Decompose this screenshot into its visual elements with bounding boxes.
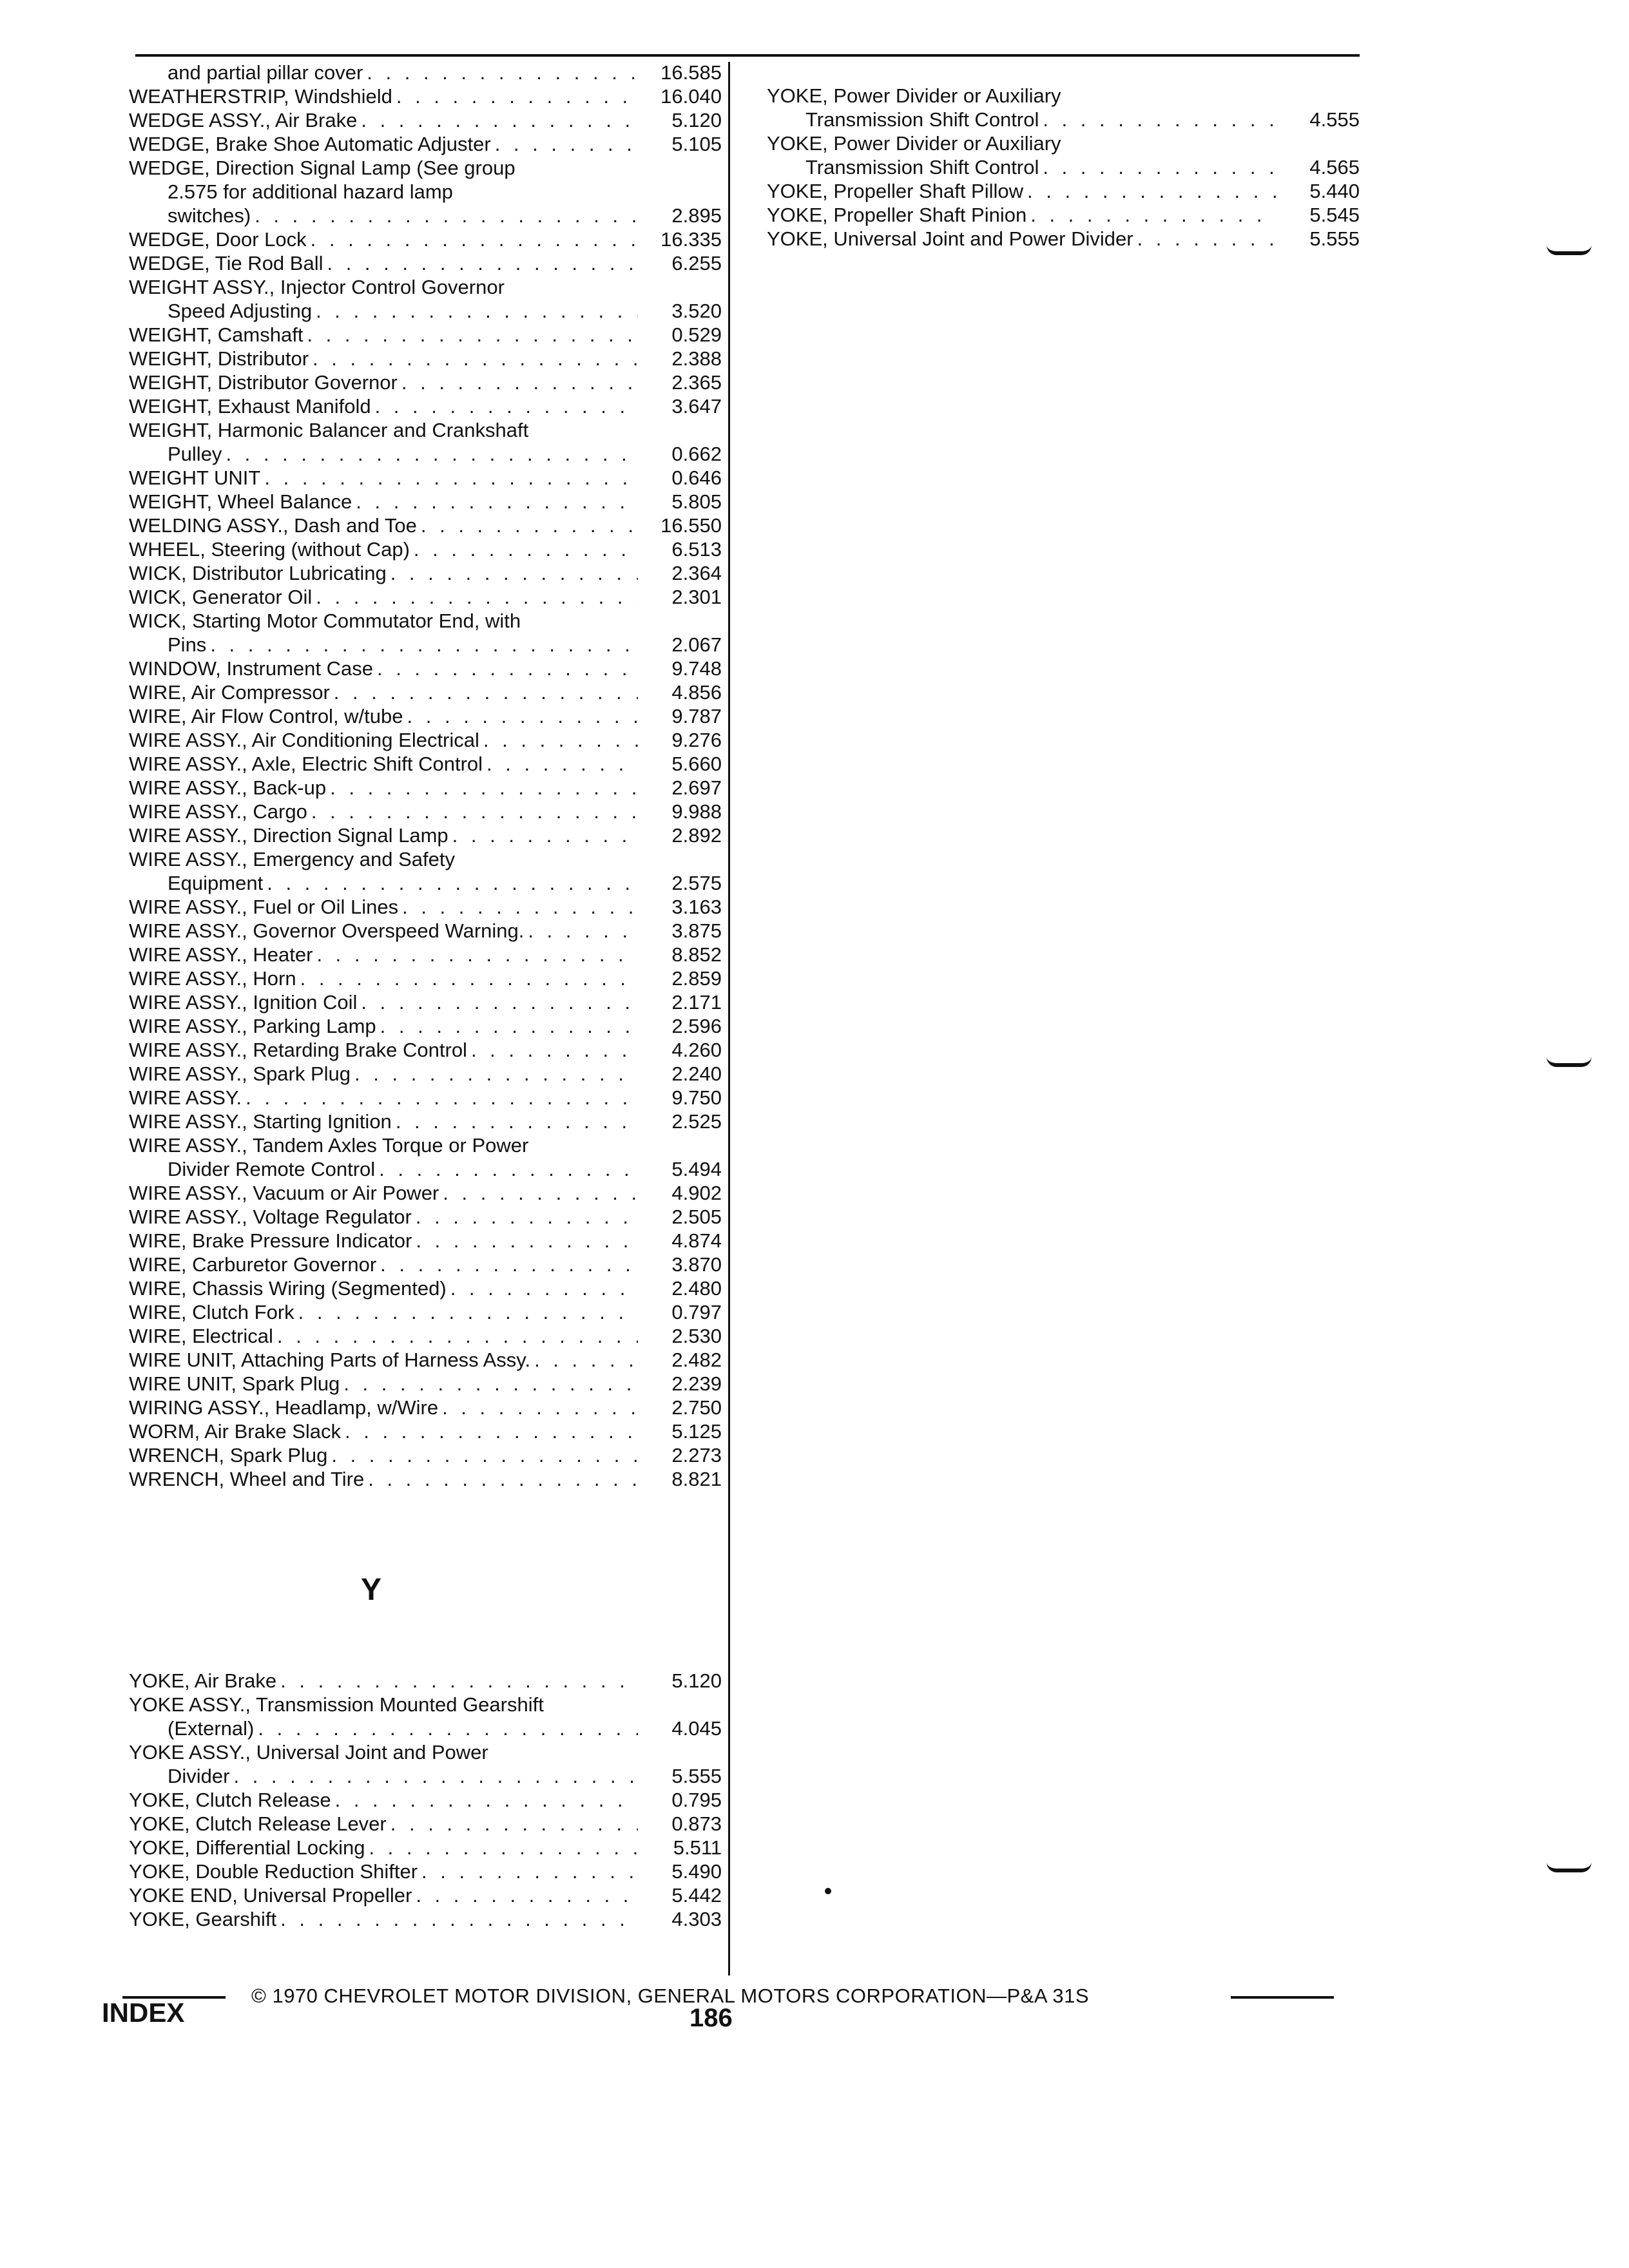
leader-dots (365, 1836, 638, 1860)
index-entry (767, 203, 1360, 227)
group-number: 16.585 (660, 61, 722, 84)
entry-text: WEIGHT, Wheel Balance (129, 490, 352, 513)
leader-dots (351, 1062, 638, 1086)
index-entry (129, 704, 722, 728)
entry-text: Speed Adjusting (168, 300, 313, 322)
leader-dots (448, 823, 638, 847)
entry-text: Pulley (168, 443, 222, 465)
top-rule (135, 54, 1360, 57)
leader-dots (439, 1181, 638, 1205)
right-column (767, 84, 1360, 251)
leader-dots (447, 1276, 638, 1300)
entry-text: WIRING ASSY., Headlamp, w/Wire (129, 1396, 439, 1419)
index-entry (129, 1253, 722, 1276)
group-number: 4.045 (671, 1717, 722, 1740)
leader-dots (398, 370, 638, 394)
entry-text: WIRE ASSY., Emergency and Safety (129, 848, 456, 870)
group-number: 2.525 (671, 1110, 722, 1133)
entry-text: WICK, Generator Oil (129, 586, 313, 608)
leader-dots (467, 1038, 638, 1062)
group-number: 5.120 (671, 109, 722, 131)
entry-text: YOKE, Air Brake (129, 1669, 277, 1692)
index-entry (767, 227, 1360, 251)
group-number: 3.520 (671, 300, 722, 322)
index-entry (129, 1133, 722, 1181)
group-number: 2.892 (671, 824, 722, 847)
index-entry (129, 61, 722, 84)
index-entry (129, 752, 722, 776)
group-number: 5.442 (671, 1884, 722, 1907)
leader-dots (326, 776, 638, 800)
index-entry (129, 418, 722, 466)
entry-text: WIRE ASSY., Voltage Regulator (129, 1206, 412, 1228)
index-entry (129, 1693, 722, 1740)
index-entry (129, 394, 722, 418)
leader-dots (392, 1110, 638, 1133)
entry-text: WICK, Distributor Lubricating (129, 562, 387, 584)
entry-text: YOKE ASSY., Transmission Mounted Gearshift (129, 1693, 544, 1716)
entry-text: (External) (168, 1717, 255, 1740)
entry-text: WIRE ASSY., Horn (129, 967, 296, 990)
leader-dots (1039, 155, 1276, 179)
index-entry (129, 1419, 722, 1443)
leader-dots (251, 204, 638, 227)
index-entry (129, 1740, 722, 1788)
group-number: 2.388 (671, 347, 722, 370)
index-entry (129, 919, 722, 943)
entry-text: WIRE ASSY., Governor Overspeed Warning. (129, 919, 525, 942)
leader-dots (412, 1205, 638, 1229)
leader-dots (352, 490, 638, 514)
leader-dots (491, 132, 638, 156)
group-number: 2.240 (671, 1062, 722, 1085)
index-entry (129, 800, 722, 823)
leader-dots (303, 323, 638, 347)
left-column (129, 61, 722, 1491)
leader-dots (327, 1443, 638, 1467)
index-entry (129, 84, 722, 108)
index-entry (129, 1300, 722, 1324)
entry-text: WEDGE, Tie Rod Ball (129, 252, 323, 274)
entry-text: WIRE UNIT, Attaching Parts of Harness Assy. (129, 1349, 531, 1371)
entry-text: YOKE, Propeller Shaft Pinion (767, 204, 1027, 226)
group-number: 16.550 (660, 514, 722, 537)
index-entry (129, 847, 722, 895)
group-number: 2.697 (671, 776, 722, 799)
index-entry (129, 1372, 722, 1396)
entry-text: WIRE, Air Compressor (129, 681, 330, 704)
entry-text: WIRE ASSY., Retarding Brake Control (129, 1039, 467, 1061)
leader-dots (371, 394, 638, 418)
group-number: 2.480 (671, 1277, 722, 1300)
entry-text: WEDGE, Door Lock (129, 228, 307, 251)
page-footer (97, 1984, 1353, 2055)
leader-dots (323, 251, 638, 275)
group-number: 2.750 (671, 1396, 722, 1419)
entry-text: Pins (168, 633, 207, 656)
group-number: 5.511 (673, 1836, 722, 1859)
entry-text: WIRE, Electrical (129, 1325, 273, 1347)
binding-mark (1547, 245, 1592, 255)
entry-text: WEDGE ASSY., Air Brake (129, 109, 358, 131)
entry-text: WIRE ASSY., Fuel or Oil Lines (129, 896, 399, 918)
entry-text: and partial pillar cover (168, 61, 363, 84)
entry-text: WIRE, Clutch Fork (129, 1301, 294, 1323)
entry-text: WIRE ASSY., Back-up (129, 776, 327, 799)
ink-speck (825, 1888, 831, 1894)
leader-dots (387, 561, 638, 585)
leader-dots (260, 466, 638, 490)
index-entry (129, 370, 722, 394)
index-entry (129, 1788, 722, 1812)
entry-text: Equipment (168, 872, 264, 894)
group-number: 4.565 (1309, 156, 1360, 178)
group-number: 0.873 (671, 1812, 722, 1835)
leader-dots (357, 990, 638, 1014)
leader-dots (330, 680, 638, 704)
group-number: 16.040 (660, 85, 722, 108)
leader-dots (206, 633, 638, 657)
leader-dots (412, 1229, 638, 1253)
leader-dots (483, 752, 638, 776)
group-number: 4.303 (671, 1908, 722, 1930)
entry-text: WEDGE, Brake Shoe Automatic Adjuster (129, 133, 491, 155)
entry-text: switches) (168, 204, 251, 227)
group-number: 0.529 (671, 323, 722, 346)
leader-dots (392, 84, 638, 108)
group-number: 9.750 (671, 1086, 722, 1109)
index-entry (129, 1205, 722, 1229)
entry-text: WEATHERSTRIP, Windshield (129, 85, 392, 108)
group-number: 2.171 (671, 991, 722, 1014)
group-number: 5.440 (1309, 180, 1360, 202)
index-entry (129, 943, 722, 966)
index-entry (129, 1324, 722, 1348)
leader-dots (294, 1300, 638, 1324)
group-number: 2.067 (671, 633, 722, 656)
entry-text: WIRE, Carburetor Governor (129, 1253, 377, 1276)
entry-text: YOKE, Power Divider or Auxiliary (767, 84, 1061, 107)
index-entry (129, 1181, 722, 1205)
entry-text: YOKE, Gearshift (129, 1908, 277, 1930)
group-number: 3.163 (671, 896, 722, 918)
leader-dots (524, 919, 638, 943)
leader-dots (276, 1907, 638, 1931)
leader-dots (273, 1324, 638, 1348)
group-number: 8.821 (671, 1468, 722, 1490)
leader-dots (313, 943, 638, 966)
entry-text: Divider (168, 1765, 230, 1787)
leader-dots (276, 1669, 638, 1693)
leader-dots (341, 1419, 638, 1443)
group-number: 9.787 (671, 705, 722, 727)
leader-dots (438, 1396, 638, 1419)
index-entry (129, 1396, 722, 1419)
leader-dots (387, 1812, 638, 1836)
leader-dots (307, 800, 638, 823)
group-number: 2.596 (671, 1015, 722, 1037)
group-number: 0.662 (671, 443, 722, 465)
group-number: 5.490 (671, 1860, 722, 1883)
entry-text: YOKE, Universal Joint and Power Divider (767, 227, 1133, 250)
entry-text: YOKE, Power Divider or Auxiliary (767, 132, 1061, 155)
index-entry (129, 1348, 722, 1372)
leader-dots (331, 1788, 638, 1812)
entry-text: WEIGHT, Distributor (129, 347, 309, 370)
index-entry (129, 1086, 722, 1110)
group-number: 5.125 (671, 1420, 722, 1443)
leader-dots (1027, 203, 1276, 227)
entry-text: WIRE ASSY., Cargo (129, 800, 307, 823)
group-number: 8.852 (671, 943, 722, 966)
group-number: 3.870 (671, 1253, 722, 1276)
binding-mark (1547, 1862, 1592, 1872)
index-entry (129, 1907, 722, 1931)
index-entry (767, 179, 1360, 203)
leader-dots (363, 61, 638, 84)
index-entry (129, 275, 722, 323)
index-entry (129, 1812, 722, 1836)
group-number: 2.859 (671, 967, 722, 990)
leader-dots (376, 1253, 638, 1276)
entry-text: WIRE ASSY., Axle, Electric Shift Control (129, 753, 483, 775)
leader-dots (364, 1467, 638, 1491)
leader-dots (418, 1860, 638, 1883)
entry-text: WRENCH, Wheel and Tire (129, 1468, 365, 1490)
entry-text: WIRE, Chassis Wiring (Segmented) (129, 1277, 447, 1300)
index-entry (767, 84, 1360, 131)
index-entry (129, 466, 722, 490)
index-entry (129, 1229, 722, 1253)
group-number: 2.364 (671, 562, 722, 584)
footer-copyright: © 1970 CHEVROLET MOTOR DIVISION, GENERAL MOTORS CORPORATION—P&A 31S (251, 1984, 1090, 2007)
group-number: 2.301 (671, 586, 722, 608)
leader-dots (373, 657, 638, 680)
entry-text: Divider Remote Control (168, 1158, 376, 1180)
entry-text: WORM, Air Brake Slack (129, 1420, 341, 1443)
index-entry (129, 156, 722, 227)
group-number: 5.494 (671, 1158, 722, 1180)
leader-dots (1133, 227, 1276, 251)
entry-text: WEIGHT, Distributor Governor (129, 371, 398, 394)
index-entry (129, 990, 722, 1014)
leader-dots (242, 1086, 638, 1110)
group-number: 3.875 (671, 919, 722, 942)
entry-text: YOKE, Differential Locking (129, 1836, 365, 1859)
entry-text: WIRE ASSY., Air Conditioning Electrical (129, 729, 479, 751)
entry-text: YOKE ASSY., Universal Joint and Power (129, 1741, 488, 1763)
index-entry (129, 585, 722, 609)
entry-text: YOKE, Clutch Release Lever (129, 1812, 387, 1835)
leader-dots (312, 585, 638, 609)
entry-text: WIRE, Air Flow Control, w/tube (129, 705, 403, 727)
entry-text: WEIGHT, Exhaust Manifold (129, 395, 371, 418)
group-number: 2.365 (671, 371, 722, 394)
group-number: 2.575 (671, 872, 722, 894)
leader-dots (1023, 179, 1276, 203)
group-number: 4.856 (671, 681, 722, 704)
entry-text: Transmission Shift Control (805, 156, 1039, 178)
entry-text: WINDOW, Instrument Case (129, 657, 373, 680)
entry-text: WIRE ASSY. (129, 1086, 242, 1109)
index-entry (129, 1883, 722, 1907)
group-number: 3.647 (671, 395, 722, 418)
index-entry (129, 966, 722, 990)
leader-dots (254, 1716, 638, 1740)
group-number: 2.505 (671, 1206, 722, 1228)
index-entry (129, 1669, 722, 1693)
group-number: 0.797 (671, 1301, 722, 1323)
entry-text: WEIGHT ASSY., Injector Control Governor (129, 276, 505, 298)
group-number: 0.646 (671, 466, 722, 489)
leader-dots (263, 871, 638, 895)
leader-dots (309, 347, 638, 370)
leader-dots (312, 299, 638, 323)
entry-text: WELDING ASSY., Dash and Toe (129, 514, 417, 537)
group-number: 5.805 (671, 490, 722, 513)
group-number: 6.255 (671, 252, 722, 274)
group-number: 16.335 (660, 228, 722, 251)
leader-dots (229, 1764, 638, 1788)
group-number: 5.660 (671, 753, 722, 775)
footer-rule-right (1231, 1996, 1334, 1999)
group-number: 5.555 (1309, 227, 1360, 250)
index-entry (129, 657, 722, 680)
entry-text: WICK, Starting Motor Commutator End, with (129, 610, 521, 632)
index-entry (129, 537, 722, 561)
entry-text: WIRE ASSY., Spark Plug (129, 1062, 351, 1085)
entry-text: WEIGHT, Camshaft (129, 323, 304, 346)
group-number: 2.895 (671, 204, 722, 227)
index-entry (129, 1860, 722, 1883)
column-divider (728, 62, 730, 1975)
page-number: 186 (689, 2004, 733, 2032)
index-entry (129, 1062, 722, 1086)
leader-dots (530, 1348, 638, 1372)
entry-text: WIRE ASSY., Parking Lamp (129, 1015, 376, 1037)
group-number: 4.555 (1309, 108, 1360, 131)
entry-text: WEDGE, Direction Signal Lamp (See group (129, 157, 516, 179)
index-entry (129, 132, 722, 156)
leader-dots (410, 537, 638, 561)
group-number: 2.273 (671, 1444, 722, 1466)
entry-text: WIRE ASSY., Tandem Axles Torque or Power (129, 1134, 529, 1157)
entry-text: YOKE, Propeller Shaft Pillow (767, 180, 1024, 202)
index-entry (129, 227, 722, 251)
index-entry (767, 131, 1360, 179)
group-number: 9.988 (671, 800, 722, 823)
entry-text: WRENCH, Spark Plug (129, 1444, 328, 1466)
entry-text: WHEEL, Steering (without Cap) (129, 538, 410, 561)
leader-dots (376, 1014, 638, 1038)
y-section-left (129, 1669, 722, 1931)
binding-mark (1547, 1057, 1592, 1067)
index-entry (129, 514, 722, 537)
group-number: 0.795 (671, 1789, 722, 1811)
group-number: 5.555 (671, 1765, 722, 1787)
index-entry (129, 1276, 722, 1300)
index-entry (129, 1467, 722, 1491)
leader-dots (357, 108, 638, 132)
leader-dots (412, 1883, 638, 1907)
group-number: 6.513 (671, 538, 722, 561)
entry-text: WIRE ASSY., Starting Ignition (129, 1110, 392, 1133)
entry-text: WEIGHT, Harmonic Balancer and Crankshaft (129, 419, 529, 441)
group-number: 4.902 (671, 1182, 722, 1204)
index-entry (129, 323, 722, 347)
index-entry (129, 347, 722, 370)
group-number: 2.239 (671, 1372, 722, 1395)
entry-text: WIRE ASSY., Heater (129, 943, 313, 966)
leader-dots (1039, 108, 1276, 131)
group-number: 9.748 (671, 657, 722, 680)
index-entry (129, 251, 722, 275)
index-entry (129, 1014, 722, 1038)
index-entry (129, 895, 722, 919)
entry-text: YOKE, Clutch Release (129, 1789, 331, 1811)
leader-dots (307, 227, 638, 251)
group-number: 2.530 (671, 1325, 722, 1347)
group-number: 5.545 (1309, 204, 1360, 226)
index-entry (129, 1836, 722, 1860)
section-heading-y: Y (361, 1573, 382, 1607)
index-entry (129, 490, 722, 514)
entry-text: Transmission Shift Control (805, 108, 1039, 131)
leader-dots (417, 514, 638, 537)
leader-dots (403, 704, 638, 728)
index-entry (129, 728, 722, 752)
index-entry (129, 776, 722, 800)
index-entry (129, 823, 722, 847)
entry-text: 2.575 for additional hazard lamp (168, 180, 453, 203)
group-number: 5.120 (671, 1669, 722, 1692)
leader-dots (398, 895, 638, 919)
entry-text: WIRE ASSY., Vacuum or Air Power (129, 1182, 439, 1204)
index-entry (129, 561, 722, 585)
entry-text: YOKE END, Universal Propeller (129, 1884, 412, 1907)
leader-dots (340, 1372, 638, 1396)
entry-text: WIRE ASSY., Direction Signal Lamp (129, 824, 448, 847)
index-entry (129, 1443, 722, 1467)
group-number: 4.874 (671, 1229, 722, 1252)
leader-dots (296, 966, 638, 990)
group-number: 4.260 (671, 1039, 722, 1061)
index-entry (129, 1110, 722, 1133)
leader-dots (375, 1157, 638, 1181)
entry-text: WEIGHT UNIT (129, 466, 261, 489)
group-number: 5.105 (671, 133, 722, 155)
footer-index-label: INDEX (102, 1997, 185, 2028)
group-number: 9.276 (671, 729, 722, 751)
group-number: 2.482 (671, 1349, 722, 1371)
entry-text: WIRE, Brake Pressure Indicator (129, 1229, 412, 1252)
leader-dots (222, 442, 638, 466)
index-entry (129, 108, 722, 132)
index-entry (129, 680, 722, 704)
entry-text: WIRE UNIT, Spark Plug (129, 1372, 340, 1395)
index-entry (129, 1038, 722, 1062)
leader-dots (479, 728, 638, 752)
index-entry (129, 609, 722, 657)
entry-text: WIRE ASSY., Ignition Coil (129, 991, 358, 1014)
entry-text: YOKE, Double Reduction Shifter (129, 1860, 418, 1883)
